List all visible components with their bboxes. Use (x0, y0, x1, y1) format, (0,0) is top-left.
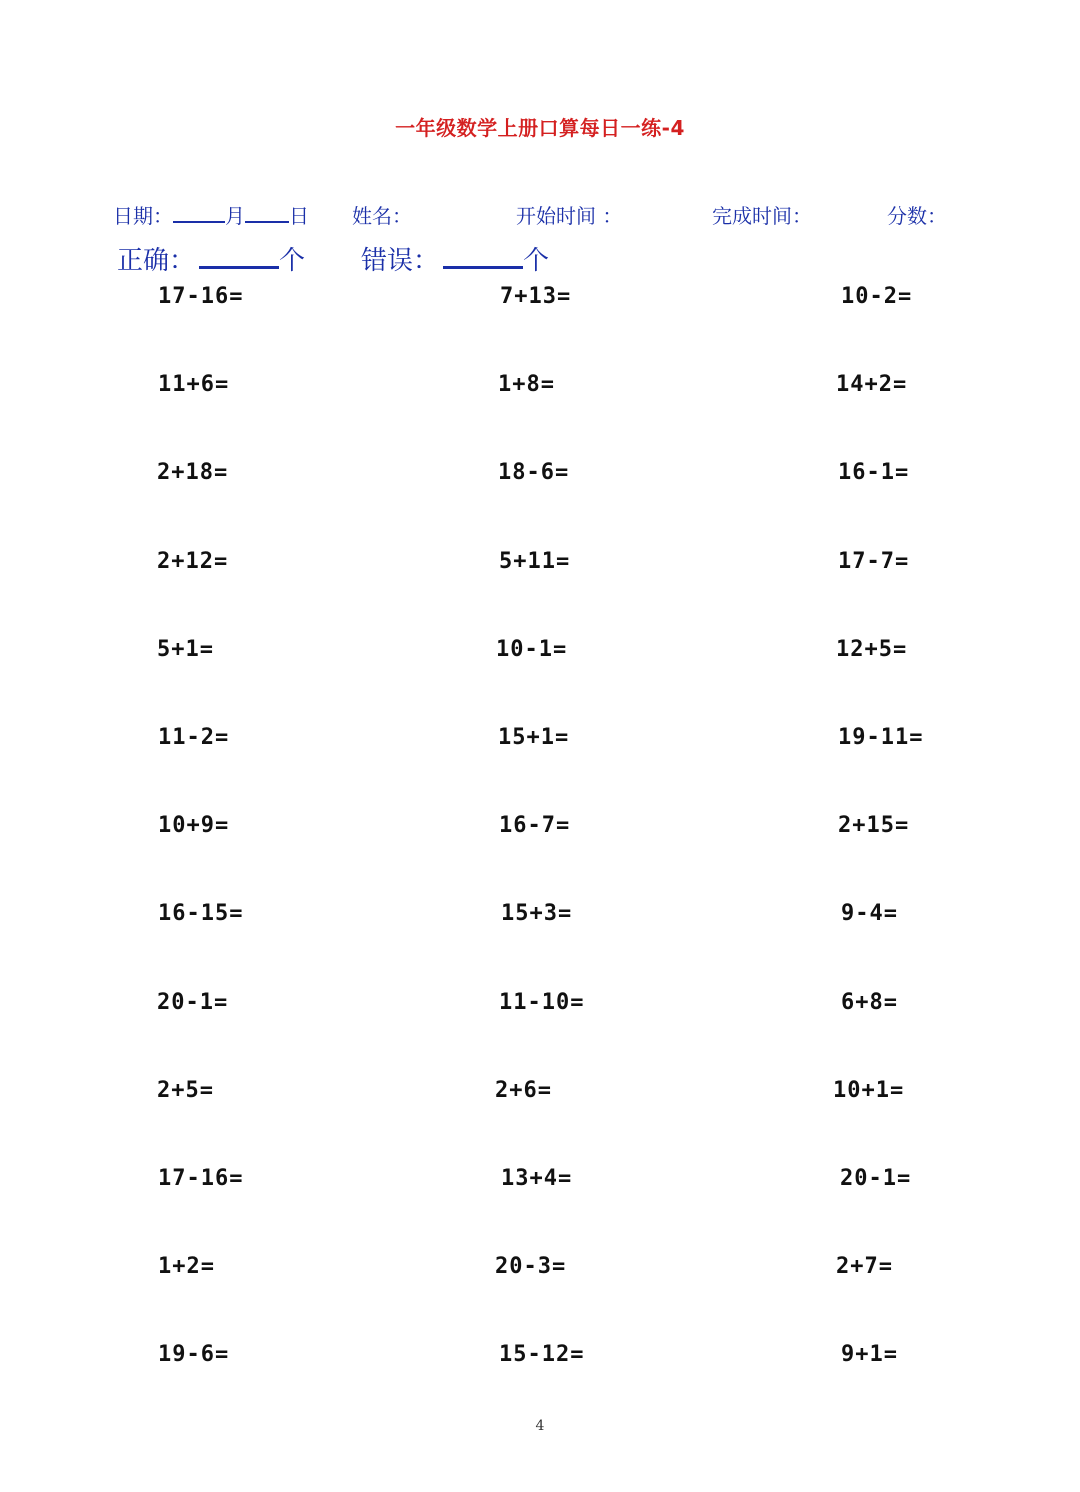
problem-item: 16-7= (499, 813, 571, 838)
wrong-tally (361, 240, 549, 277)
problem-item: 15-12= (499, 1342, 585, 1367)
problem-item: 2+12= (157, 549, 229, 574)
problem-item: 2+7= (836, 1254, 893, 1279)
problem-item: 2+5= (157, 1078, 214, 1103)
month-blank[interactable] (173, 203, 225, 223)
score-label: 分数： (887, 204, 947, 228)
problem-item: 17-16= (158, 1166, 244, 1191)
problem-item: 14+2= (836, 372, 908, 397)
wrong-label: 错误： (361, 246, 440, 276)
wrong-unit: 个 (523, 246, 550, 276)
problem-item: 15+1= (498, 725, 570, 750)
problem-item: 7+13= (500, 284, 572, 309)
wrong-blank[interactable] (443, 244, 523, 269)
problem-item: 11-10= (499, 990, 585, 1015)
correct-label: 正确： (117, 246, 196, 276)
correct-unit: 个 (279, 246, 306, 276)
worksheet-title: 一年级数学上册口算每日一练-4 (395, 116, 685, 140)
problem-item: 2+15= (838, 813, 910, 838)
problem-item: 6+8= (841, 990, 898, 1015)
correct-blank[interactable] (199, 244, 279, 269)
date-field (113, 200, 309, 229)
problem-item: 19-11= (838, 725, 924, 750)
problem-item: 16-15= (158, 901, 244, 926)
problem-item: 11-2= (158, 725, 230, 750)
problem-item: 15+3= (501, 901, 573, 926)
day-label: 日 (289, 204, 309, 228)
problem-item: 17-16= (158, 284, 244, 309)
problem-item: 11+6= (158, 372, 230, 397)
problem-item: 19-6= (158, 1342, 230, 1367)
name-label: 姓名： (352, 204, 412, 228)
problem-item: 10-2= (841, 284, 913, 309)
start-time-label: 开始时间 ： (516, 204, 623, 228)
problem-item: 2+6= (495, 1078, 552, 1103)
problem-item: 20-3= (495, 1254, 567, 1279)
problem-item: 13+4= (501, 1166, 573, 1191)
problem-item: 9+1= (841, 1342, 898, 1367)
problem-item: 12+5= (836, 637, 908, 662)
month-label: 月 (225, 204, 245, 228)
correct-tally (117, 240, 305, 277)
problem-item: 16-1= (838, 460, 910, 485)
problem-item: 2+18= (157, 460, 229, 485)
problem-item: 20-1= (157, 990, 229, 1015)
finish-time-label: 完成时间： (712, 204, 812, 228)
problem-item: 5+1= (157, 637, 214, 662)
problem-item: 10+1= (833, 1078, 905, 1103)
problem-item: 18-6= (498, 460, 570, 485)
problem-item: 17-7= (838, 549, 910, 574)
problem-item: 9-4= (841, 901, 898, 926)
day-blank[interactable] (245, 203, 289, 223)
problem-item: 10+9= (158, 813, 230, 838)
problem-item: 20-1= (840, 1166, 912, 1191)
problem-item: 10-1= (496, 637, 568, 662)
problem-item: 1+8= (498, 372, 555, 397)
date-label: 日期： (113, 204, 173, 228)
page-number: 4 (535, 1418, 545, 1434)
problem-item: 1+2= (158, 1254, 215, 1279)
problem-item: 5+11= (499, 549, 571, 574)
